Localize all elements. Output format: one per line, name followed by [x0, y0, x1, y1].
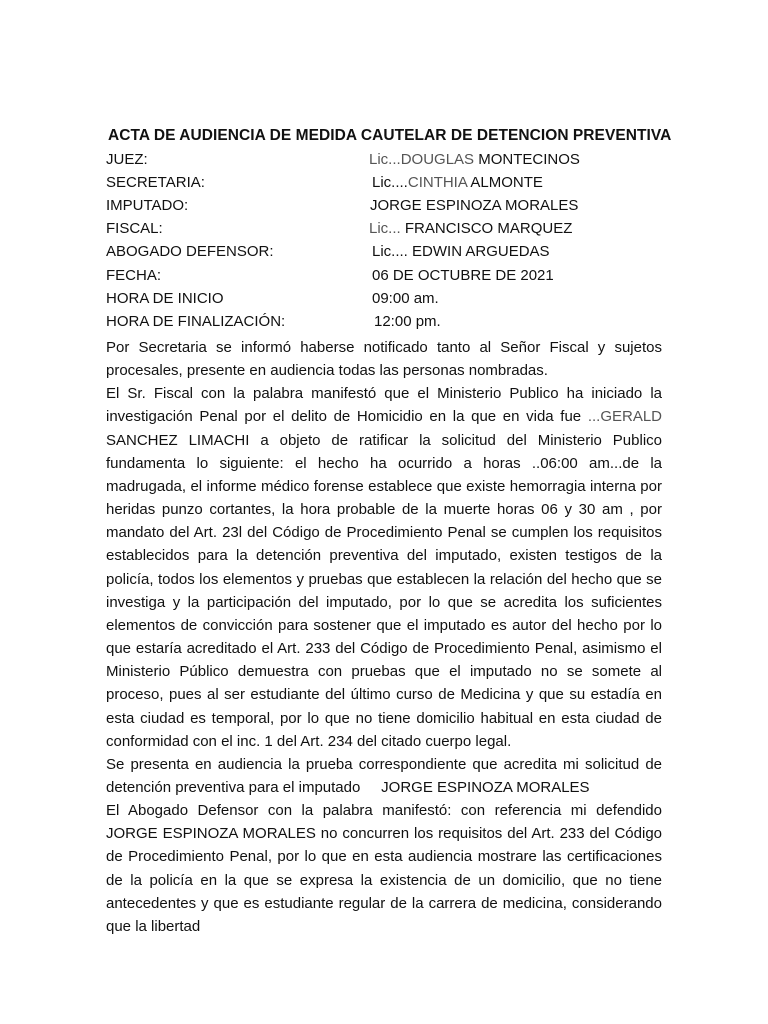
paragraph-defensor: El Abogado Defensor con la palabra manifestó: con referencia mi defendido JORGE ESPINOZA MORALES no concurren los requisitos del Art. 233 del Código de Procedimiento Penal, por lo que en esta audiencia mostrare las certificaciones de la policía en la que se expresa la existencia de un domicilio, que no tiene antecedentes y que es estudiante regular de la carrera de medicina, considerando que la libertad	[106, 802, 662, 935]
field-label: JUEZ:	[106, 151, 148, 168]
field-label: HORA DE FINALIZACIÓN:	[106, 313, 286, 330]
field-label: FECHA:	[106, 267, 162, 284]
paragraph-fiscal: El Sr. Fiscal con la palabra manifestó que el Ministerio Publico ha iniciado la investigación Penal por el delito de Homicidio en la que en vida fue ...GERALD SANCHEZ LIMACHI a objeto de ratificar la solicitud del Ministerio Publico fundamenta lo siguiente: el hecho ha ocurrido a horas ..06:00 am...de la madrugada, el informe médico forense establece que existe hemorragia interna por heridas punzo cortantes, la hora probable de la muerte horas 06 y 30 am , por mandato del Art. 23l del Código de Procedimiento Penal se cumplen los requisitos establecidos para la detención preventiva del imputado, existen testigos de la policía, todos los elementos y pruebas que establecen la relación del hecho que se investiga y la participación del imputado, por lo que se acredita los suficientes elementos de convicción para sostener que el imputado es autor del hecho por lo que estaría acreditado el Art. 233 del Código de Procedimiento Penal, asimismo el Ministerio Público demuestra con pruebas que el imputado no se somete al proceso, pues al ser estudiante del último curso de Medicina y que su estadía en esta ciudad es temporal, por lo que no tiene domicilio habitual en esta ciudad de conformidad con el inc. 1 del Art. 234 del citado cuerpo legal.	[106, 385, 662, 750]
paragraph-secretaria: Por Secretaria se informó haberse notificado tanto al Señor Fiscal y sujetos procesales, presente en audiencia todas las personas nombradas.	[106, 339, 662, 380]
paragraph-prueba: Se presenta en audiencia la prueba correspondiente que acredita mi solicitud de detención preventiva para el imputado JORGE ESPINOZA MORALES	[106, 755, 667, 796]
document-title: ACTA DE AUDIENCIA DE MEDIDA CAUTELAR DE DETENCION PREVENTIVA	[108, 127, 672, 144]
field-value: 06 DE OCTUBRE DE 2021	[372, 267, 554, 284]
field-label: ABOGADO DEFENSOR:	[106, 243, 274, 260]
field-label: IMPUTADO:	[106, 197, 189, 214]
field-value: Lic.... EDWIN ARGUEDAS	[372, 243, 550, 260]
field-label: FISCAL:	[106, 220, 163, 237]
document-body	[106, 336, 667, 938]
field-value: Lic... FRANCISCO MARQUEZ	[369, 220, 573, 237]
field-label: SECRETARIA:	[106, 174, 205, 191]
field-value: JORGE ESPINOZA MORALES	[370, 197, 579, 214]
field-value: Lic...DOUGLAS MONTECINOS	[369, 151, 580, 168]
field-value: Lic....CINTHIA ALMONTE	[372, 174, 543, 191]
field-value: 12:00 pm.	[374, 313, 441, 330]
field-value: 09:00 am.	[372, 290, 439, 307]
field-label: HORA DE INICIO	[106, 290, 224, 307]
